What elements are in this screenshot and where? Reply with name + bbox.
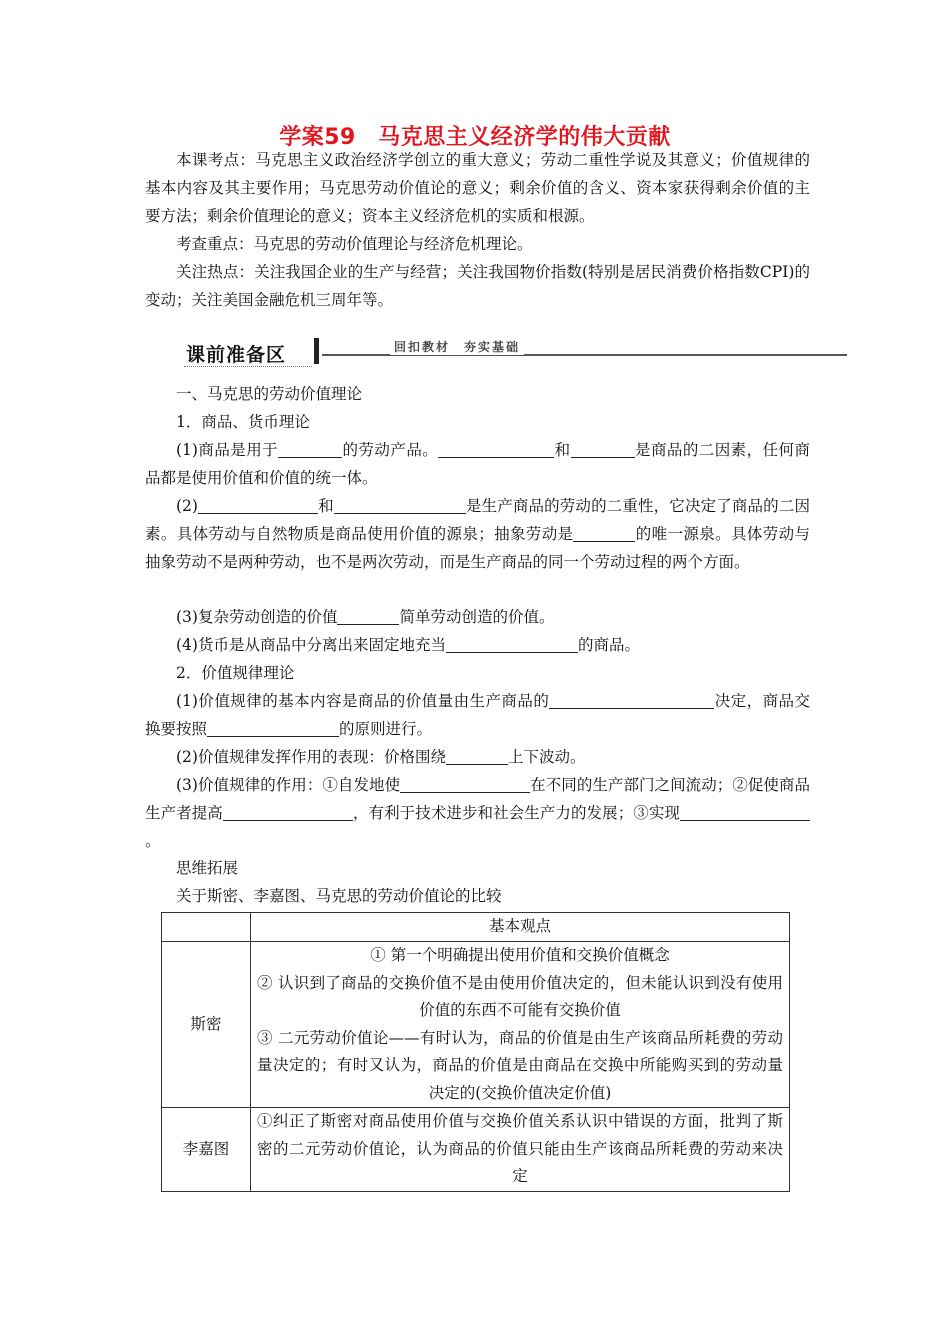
- table-header-cell: 基本观点: [251, 913, 790, 942]
- section-heading: 一、马克思的劳动价值理论: [176, 385, 363, 403]
- table-header-row: [162, 913, 790, 942]
- blank: [549, 690, 714, 709]
- row-content-ricardo: [251, 1108, 790, 1192]
- point: ① 第一个明确提出使用价值和交换价值概念: [370, 946, 670, 964]
- text: 和: [554, 441, 571, 459]
- paragraph-value-law-3: [145, 771, 810, 855]
- paragraph-value-law-2: [145, 743, 810, 771]
- text: (3)复杂劳动创造的价值: [176, 608, 338, 626]
- text: 的唯一源泉。具体劳动与抽象劳动不是两种劳动，也不是两次劳动，而是生产商品的同一个劳动过程的两个方面。: [145, 525, 810, 571]
- text: (1)商品是用于: [176, 441, 279, 459]
- text: (1)价值规律的基本内容是商品的价值量由生产商品的: [176, 692, 550, 710]
- text: 。: [145, 832, 161, 850]
- text: (2): [176, 497, 198, 515]
- banner-title: 课前准备区: [186, 344, 287, 366]
- row-name-smith: 斯密: [162, 942, 251, 1108]
- text: (3)价值规律的作用：①自发地使: [176, 776, 401, 794]
- blank: [571, 439, 635, 458]
- table-row: [162, 942, 790, 1108]
- banner-underline: [184, 366, 312, 367]
- banner-bar: [314, 338, 319, 364]
- text: (4)货币是从商品中分离出来固定地充当: [176, 636, 446, 654]
- blank: [207, 718, 339, 737]
- page-title: 学案59 马克思主义经济学的伟大贡献: [279, 125, 671, 150]
- extension-label: 思维拓展: [176, 859, 239, 877]
- text: 是商品的二因素，任何商品都是使用价值和价值的统一体。: [145, 441, 810, 487]
- blank: [680, 802, 726, 821]
- blank: [223, 802, 353, 821]
- text: 的劳动产品。: [342, 441, 439, 459]
- text: 是生产商品的劳动的二重性，它决定了商品的二因素。具体劳动与自然物质是商品使用价值的源泉；抽象劳动是: [145, 497, 810, 543]
- blank: [198, 495, 318, 514]
- blank: [446, 634, 578, 653]
- text: 在不同的生产部门之间流动；②促使商品生产者提高: [145, 776, 810, 822]
- blank: [337, 606, 399, 625]
- table-caption: 关于斯密、李嘉图、马克思的劳动价值论的比较: [176, 887, 502, 905]
- text: (2)价值规律发挥作用的表现：价格围绕: [176, 748, 446, 766]
- intro-zhongdian: 考查重点：马克思的劳动价值理论与经济危机理论。: [176, 235, 533, 253]
- blank: [334, 495, 466, 514]
- table-row: [162, 1108, 790, 1192]
- section-banner: [180, 336, 850, 370]
- point: ③ 二元劳动价值论——有时认为，商品的价值是由生产该商品所耗费的劳动量决定的；有时又认为，商品的价值是由商品在交换中所能购买到的劳动量决定的(交换价值决定价值): [257, 1028, 783, 1102]
- text: 的原则进行。: [339, 720, 433, 738]
- text: 和: [317, 497, 334, 515]
- blank: [438, 439, 554, 458]
- text: 简单劳动创造的价值。: [399, 608, 555, 626]
- row-name-ricardo: 李嘉图: [162, 1108, 251, 1192]
- row-content-smith: [251, 942, 790, 1108]
- comparison-table: [161, 912, 790, 1192]
- table-header-empty-cell: [162, 913, 251, 942]
- point: ② 认识到了商品的交换价值不是由使用价值决定的，但未能认识到没有使用价值的东西不可能有交换价值: [257, 973, 783, 1019]
- subheading-value-law: 2．价值规律理论: [176, 664, 295, 682]
- text: ，有利于技术进步和社会生产力的发展；③实现: [352, 804, 680, 822]
- blank: [446, 746, 508, 765]
- subheading-commodity: 1．商品、货币理论: [176, 413, 310, 431]
- paragraph-commodity-1: [145, 436, 810, 492]
- paragraph-commodity-3: [145, 603, 810, 631]
- intro-kaodian: 本课考点：马克思主义政治经济学创立的重大意义；劳动二重性学说及其意义；价值规律的基本内容及其主要作用；马克思劳动价值论的意义；剩余价值的含义、资本家获得剩余价值的主要方法；剩余价值理论的意义；资本主义经济危机的实质和根源。: [145, 151, 810, 225]
- intro-redian: 关注热点：关注我国企业的生产与经营；关注我国物价指数(特别是居民消费价格指数CPI)的变动；关注美国金融危机三周年等。: [145, 263, 810, 309]
- text: 上下波动。: [507, 748, 586, 766]
- text: 的商品。: [577, 636, 640, 654]
- blank: [278, 439, 342, 458]
- point: ①纠正了斯密对商品使用价值与交换价值关系认识中错误的方面，批判了斯密的二元劳动价值论，认为商品的价值只能由生产该商品所耗费的劳动来决定: [257, 1112, 783, 1185]
- paragraph-commodity-4: [145, 631, 810, 659]
- banner-subtitle: 回扣教材 夯实基础: [390, 338, 524, 355]
- blank: [726, 802, 810, 821]
- text: 决定，商品交换要按照: [145, 692, 810, 738]
- paragraph-value-law-1: [145, 687, 810, 743]
- blank: [400, 774, 530, 793]
- paragraph-commodity-2: [145, 492, 810, 576]
- blank: [573, 523, 635, 542]
